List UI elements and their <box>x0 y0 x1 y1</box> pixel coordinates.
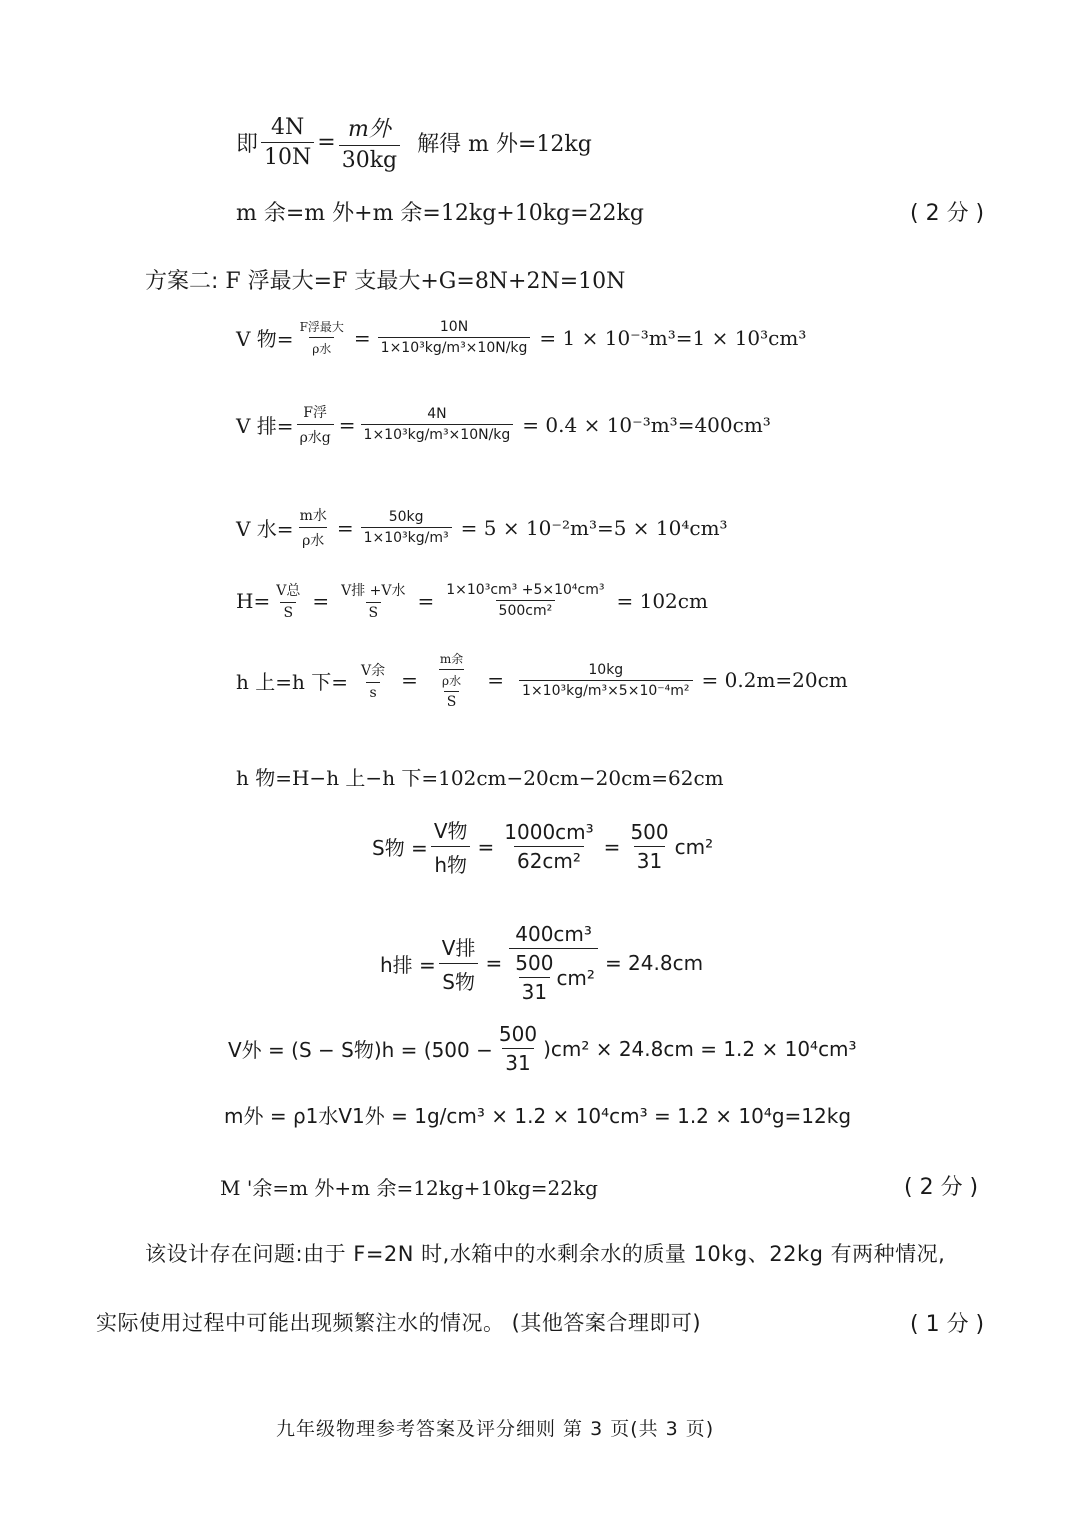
frac-denominator: s <box>366 682 379 701</box>
fraction-v-h <box>431 815 471 878</box>
frac-numerator: V物 <box>433 819 468 843</box>
frac-numerator <box>431 650 472 691</box>
fraction-500-31 <box>627 820 671 873</box>
frac-denominator: 1×10³kg/m³ <box>361 527 452 546</box>
frac-denominator: 500cm² <box>496 600 556 619</box>
inner-denominator: 31 <box>519 977 550 1004</box>
line-h-up-down: h 上=h 下= $\frac{\text{V余}}{s}$ = $\frac{\frac{\text{m余}}{\text{ρ水}}}{S}$ = $\frac{10kg}{\text{1×10³kg/m³×5×10⁻⁴m²}}$ = 0.2m=20cm <box>236 652 848 710</box>
frac-numerator: V排 <box>441 935 476 960</box>
result-text: = 5 × 10⁻²m³=5 × 10⁴cm³ <box>460 515 728 540</box>
fraction-v-s <box>439 932 479 995</box>
frac-numerator: V排 +V水 <box>341 583 406 599</box>
inner-numerator: 500 <box>515 951 554 975</box>
fraction-10n <box>378 319 531 356</box>
frac-denominator: S <box>444 691 460 710</box>
fraction-4n <box>361 406 514 443</box>
frac-numerator: F浮 <box>303 405 328 421</box>
fraction-500-31 <box>496 1022 540 1075</box>
fraction-v-s <box>358 660 388 701</box>
fraction-vsum-s <box>338 580 408 621</box>
frac-denominator: 10N <box>261 142 314 170</box>
inner-fraction <box>512 951 556 1004</box>
line-v-object: V 物= $\frac{\text{F浮最大}}{\text{ρ水}}$ = $\frac{10N}{\text{1×10³kg/m³×10N/kg}}$ = 1 × 10⁻³m³=1 × 10³cm³ <box>236 319 807 356</box>
frac-denominator: 1×10³kg/m³×10N/kg <box>361 424 514 443</box>
frac-denominator <box>509 948 598 1004</box>
result-text: 解得 m 外=12kg <box>417 132 592 157</box>
line-h-object: h 物=H−h 上−h 下=102cm−20cm−20cm=62cm <box>236 766 724 790</box>
frac-denominator: h物 <box>431 846 470 878</box>
line-m-outside: m外 = ρ1水V1外 = 1g/cm³ × 1.2 × 10⁴cm³ = 1.2 × 10⁴g=12kg <box>224 1104 852 1128</box>
prefix-ji: 即 <box>236 132 259 157</box>
lhs: S物 = <box>372 836 428 860</box>
line-h-displaced: h排 = $\frac{\text{V排}}{\text{S物}}$ = 400cm³ $\frac{500}{31}$ cm² = 24.8cm <box>380 922 704 1004</box>
fraction-4n-10n <box>261 115 314 170</box>
frac-numerator: 500 <box>498 1022 538 1046</box>
plan2-line <box>145 264 625 295</box>
frac-numerator: 10kg <box>588 661 624 678</box>
frac-numerator: 4N <box>271 115 305 140</box>
lhs: V 水= <box>236 517 294 541</box>
line-m-rest-total: M '余=m 外+m 余=12kg+10kg=22kg <box>220 1176 598 1200</box>
lhs: h 上=h 下= <box>236 669 348 694</box>
result-text: = 24.8cm <box>604 951 704 975</box>
frac-denominator: 62cm² <box>514 846 584 873</box>
frac-numerator: V总 <box>276 583 301 599</box>
frac-denominator: S <box>366 602 382 621</box>
lhs: H= <box>236 588 271 613</box>
frac-numerator: m外 <box>347 117 391 142</box>
fraction-m-30kg <box>339 112 400 173</box>
result-text: = 102cm <box>616 588 708 613</box>
plan2-formula: F 浮最大=F 支最大+G=8N+2N=10N <box>225 269 626 294</box>
paragraph-consequence: 实际使用过程中可能出现频繁注水的情况。 (其他答案合理即可) <box>96 1311 702 1335</box>
frac-denominator: ρ水 <box>309 337 334 357</box>
frac-denominator: S物 <box>439 963 478 995</box>
lhs: V外 = (S − S物)h = (500 − <box>228 1038 493 1062</box>
page-footer: 九年级物理参考答案及评分细则 第 3 页(共 3 页) <box>276 1418 715 1440</box>
result-text: = 0.2m=20cm <box>701 668 848 692</box>
line-v-outside <box>228 1022 857 1075</box>
line-solve-m-out <box>236 112 592 173</box>
frac-denominator: 1×10³kg/m³×5×10⁻⁴m² <box>519 680 692 699</box>
frac-numerator: m水 <box>299 508 327 524</box>
lhs: h排 = <box>380 952 436 977</box>
frac-numerator: 1000cm³ <box>504 820 594 844</box>
line-v-displaced: V 排= $\frac{\text{F浮}}{\text{ρ水g}}$ = $\frac{4N}{\text{1×10³kg/m³×10N/kg}}$ = 0.4 × 10⁻³m³=400cm³ <box>236 402 771 447</box>
frac-numerator: 10N <box>439 319 469 335</box>
fraction-f-rhog <box>297 402 334 447</box>
lhs: V 物= <box>236 327 294 351</box>
frac-denominator: 31 <box>502 1048 533 1075</box>
fraction-m-rho <box>297 505 330 550</box>
frac-denominator: S <box>280 602 296 621</box>
frac-denominator: ρ水 <box>299 527 327 550</box>
unit: cm² <box>556 965 595 990</box>
fraction-numeric <box>443 582 607 619</box>
frac-numerator: 1×10³cm³ +5×10⁴cm³ <box>446 582 605 598</box>
line-total-height: H= $\frac{\text{V总}}{S}$ = $\frac{\text{V排 +V水}}{S}$ = $\frac{\text{1×10³cm³ +5×10⁴cm³}}{\text{500cm²}}$ = 102cm <box>236 582 708 621</box>
score-2: ( 2 分 ) <box>910 201 985 226</box>
fraction-50kg <box>361 509 452 546</box>
inner-denominator: ρ水 <box>439 669 464 689</box>
fraction-10kg <box>519 662 692 699</box>
paragraph-problem: 该设计存在问题:由于 F=2N 时,水箱中的水剩余水的质量 10kg、22kg 有两种情况, <box>145 1242 946 1266</box>
result-text: )cm² × 24.8cm = 1.2 × 10⁴cm³ <box>543 1036 857 1061</box>
frac-denominator: 1×10³kg/m³×10N/kg <box>378 337 531 356</box>
fraction-400-sobj <box>509 922 598 1004</box>
lhs: V 排= <box>236 414 294 438</box>
line-m-rest: m 余=m 外+m 余=12kg+10kg=22kg <box>236 201 644 226</box>
frac-numerator: 4N <box>427 406 447 422</box>
frac-denominator: 30kg <box>339 145 400 173</box>
fraction-vtotal-s <box>273 580 303 621</box>
plan2-label: 方案二: <box>145 269 219 294</box>
equals-sign: = <box>317 130 336 155</box>
fraction-1000-62 <box>501 820 596 873</box>
frac-numerator: 400cm³ <box>515 922 592 946</box>
score-1: ( 1 分 ) <box>910 1312 985 1337</box>
inner-numerator: m余 <box>439 652 464 666</box>
frac-denominator: ρ水g <box>297 424 334 447</box>
result-text: = 1 × 10⁻³m³=1 × 10³cm³ <box>539 325 807 350</box>
frac-numerator: V余 <box>361 662 386 679</box>
inner-fraction <box>437 650 466 689</box>
unit: cm² <box>674 834 714 859</box>
frac-numerator: 50kg <box>388 509 424 525</box>
fraction-f-rho <box>297 318 347 357</box>
line-v-water: V 水= $\frac{\text{m水}}{\text{ρ水}}$ = $\frac{50kg}{\text{1×10³kg/m³}}$ = 5 × 10⁻²m³=5 × 10⁴cm³ <box>236 505 728 550</box>
fraction-nested <box>431 650 472 710</box>
frac-numerator: 500 <box>630 820 669 844</box>
line-s-object: S物 = $\frac{\text{V物}}{\text{h物}}$ = $\frac{\text{1000cm³}}{\text{62cm²}}$ = $\frac{500}{31}$ cm² <box>372 815 713 878</box>
result-text: = 0.4 × 10⁻³m³=400cm³ <box>522 412 771 437</box>
frac-numerator: F浮最大 <box>299 320 344 334</box>
score-2-second: ( 2 分 ) <box>904 1175 979 1200</box>
frac-denominator: 31 <box>634 846 665 873</box>
